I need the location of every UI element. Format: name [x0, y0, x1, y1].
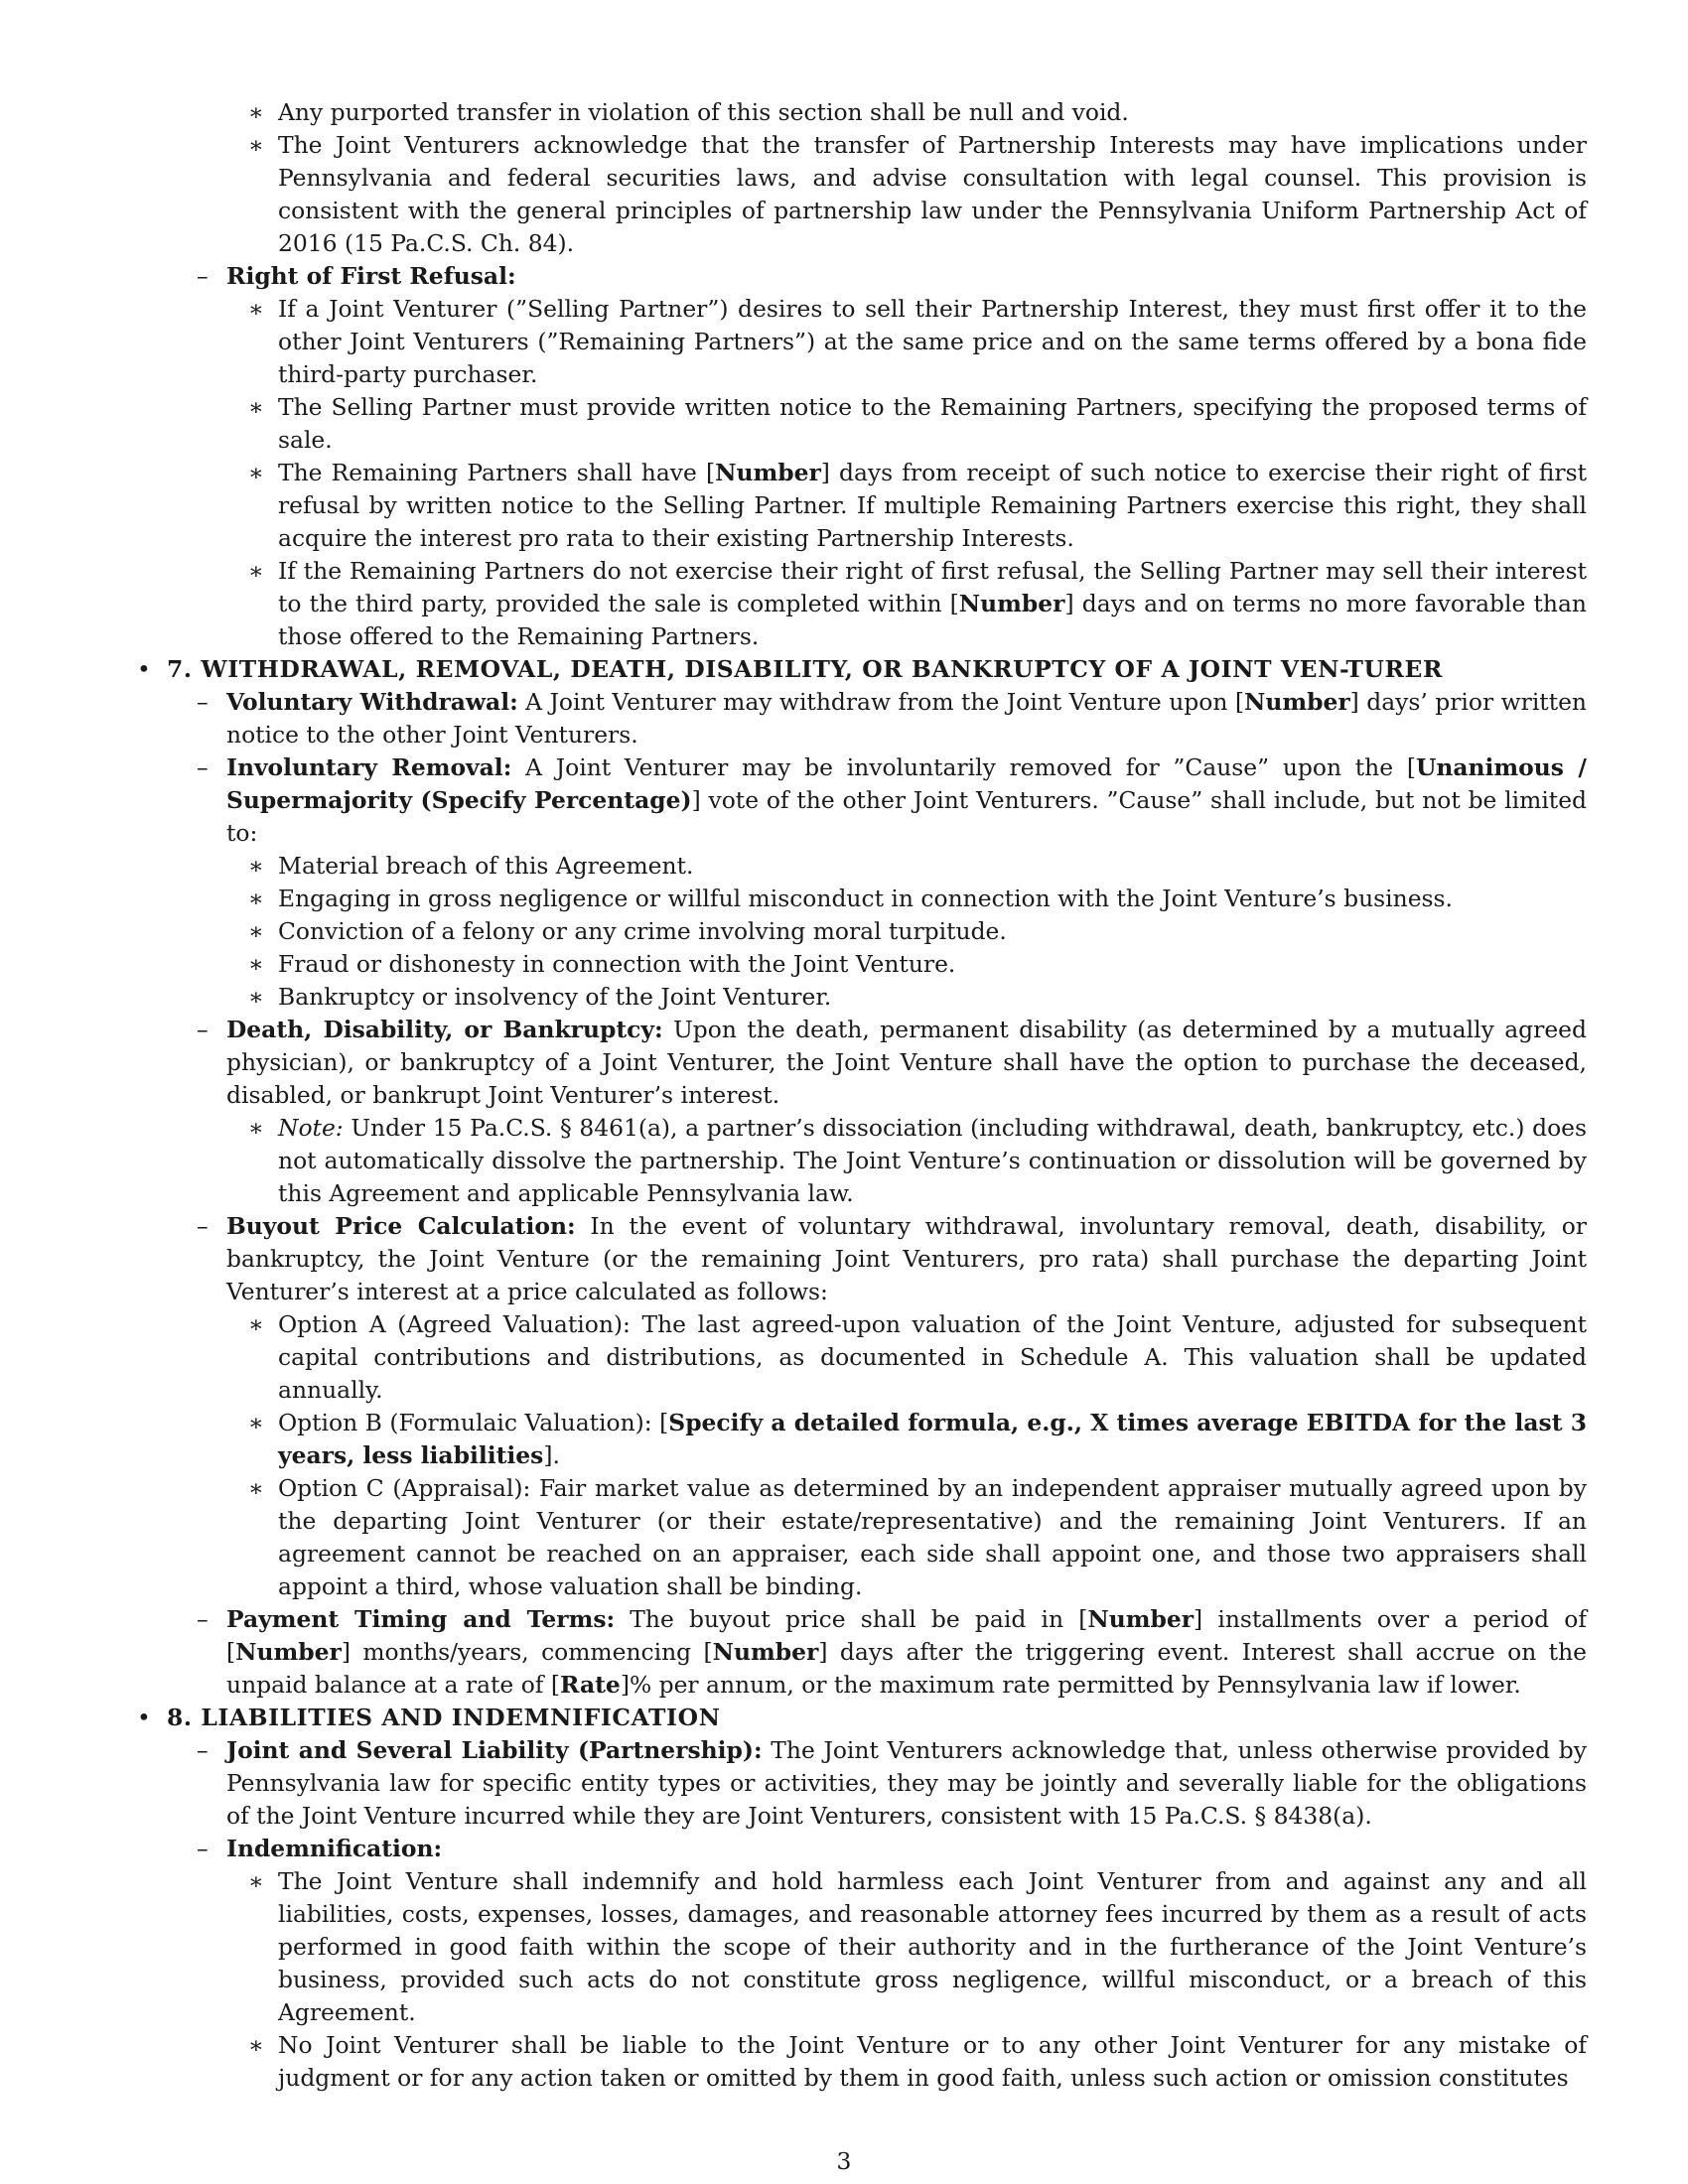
star-bullet-icon: ∗ — [248, 131, 264, 159]
subsection-involuntary-removal: – Involuntary Removal: A Joint Venturer may be involuntarily removed for ”Cause” upon the [Unanimous / Supermajority (Specify Percentage)] vote of the other Joint Venturers. ”Cause” shall include, but not be limited to: — [197, 753, 1588, 847]
subsection-heading: Involuntary Removal: — [226, 753, 512, 781]
list-item: ∗ If the Remaining Partners do not exercise their right of first refusal, the Selling Partner may sell their interest to the third party, provided the sale is completed within [Number] days and on terms no more favorable than those offered to the Remaining Partners. — [248, 557, 1587, 650]
dash-bullet-icon: – — [197, 1605, 209, 1633]
bullet-icon: • — [137, 1704, 152, 1731]
star-bullet-icon: ∗ — [248, 1310, 264, 1338]
star-bullet-icon: ∗ — [248, 885, 264, 912]
dash-bullet-icon: – — [197, 262, 209, 290]
list-item: ∗ Option B (Formulaic Valuation): [Specify a detailed formula, e.g., X times average EBITDA for the last 3 years, less liabilities]. — [248, 1409, 1587, 1469]
subsection-right-of-first-refusal — [131, 260, 1587, 293]
list-item: ∗ Material breach of this Agreement. — [131, 850, 1587, 883]
subsection-heading: Voluntary Withdrawal: — [226, 688, 518, 716]
list-item: ∗ Note: Under 15 Pa.C.S. § 8461(a), a partner’s dissociation (including withdrawal, death, bankruptcy, etc.) does not automatically dissolve the partnership. The Joint Venture’s continuation or dissolution will be governed by this Agreement and applicable Pennsylvania law. — [248, 1114, 1587, 1207]
list-item: ∗ If a Joint Venturer (”Selling Partner”) desires to sell their Partnership Interest, they must first offer it to the other Joint Venturers (”Remaining Partners”) at the same price and on the same terms offered by a bona fide third-party purchaser. — [248, 295, 1587, 388]
list-item: ∗ Engaging in gross negligence or willful misconduct in connection with the Joint Venture’s business. — [131, 883, 1587, 915]
dash-bullet-icon: – — [197, 1736, 209, 1764]
subsection-joint-several-liability: – Joint and Several Liability (Partnership): The Joint Venturers acknowledge that, unless otherwise provided by Pennsylvania law for specific entity types or activities, they may be jointly and severally liable for the obligations of the Joint Venture incurred while they are Joint Venturers, consistent with 15 Pa.C.S. § 8438(a). — [197, 1736, 1587, 1830]
subsection-heading: Indemnification: — [226, 1835, 443, 1862]
placeholder-field: Rate — [560, 1671, 621, 1699]
subsection-indemnification — [131, 1833, 1587, 1865]
placeholder-field: Number — [958, 590, 1065, 617]
star-bullet-icon: ∗ — [248, 983, 264, 1011]
subsection-heading: Joint and Several Liability (Partnership): — [226, 1736, 763, 1764]
placeholder-field: Number — [1087, 1605, 1195, 1633]
subsection-death-disability-bankruptcy: – Death, Disability, or Bankruptcy: Upon the death, permanent disability (as determined by a mutually agreed physician), or bankruptcy of a Joint Venturer, the Joint Venture shall have the option to purchase the deceased, disabled, or bankrupt Joint Venturer’s interest. — [197, 1016, 1587, 1109]
list-item: ∗ No Joint Venturer shall be liable to the Joint Venture or to any other Joint Venturer for any mistake of judgment or for any action taken or omitted by them in good faith, unless such action or omission constitutes — [248, 2031, 1587, 2092]
dash-bullet-icon: – — [197, 1016, 209, 1043]
list-item: ∗ Option C (Appraisal): Fair market value as determined by an independent appraiser mutually agreed upon by the departing Joint Venturer (or their estate/representative) and the remaining Joint Venturers. If an agreement cannot be reached on an appraiser, each side shall appoint one, and those two appraisers shall appoint a third, whose valuation shall be binding. — [248, 1474, 1587, 1600]
section-title: 7. WITHDRAWAL, REMOVAL, DEATH, DISABILITY, OR BANKRUPTCY OF A JOINT VEN-TURER — [167, 655, 1443, 683]
placeholder-field: Number — [715, 459, 821, 486]
star-bullet-icon: ∗ — [248, 393, 264, 421]
page-body — [131, 96, 1587, 2095]
section-7-heading — [131, 653, 1587, 686]
dash-bullet-icon: – — [197, 753, 209, 781]
star-bullet-icon: ∗ — [248, 950, 264, 978]
list-item: ∗ The Selling Partner must provide written notice to the Remaining Partners, specifying the proposed terms of sale. — [248, 393, 1587, 454]
subsection-heading: Right of First Refusal: — [226, 262, 516, 290]
star-bullet-icon: ∗ — [248, 1409, 264, 1436]
star-bullet-icon: ∗ — [248, 852, 264, 880]
star-bullet-icon: ∗ — [248, 917, 264, 945]
list-item: ∗ The Remaining Partners shall have [Number] days from receipt of such notice to exercise their right of first refusal by written notice to the Selling Partner. If multiple Remaining Partners exercise this right, they shall acquire the interest pro rata to their existing Partnership Interests. — [248, 459, 1587, 552]
star-bullet-icon: ∗ — [248, 98, 264, 126]
placeholder-field: Specify a detailed formula, e.g., X times average EBITDA for the last 3 years, less liabilities — [278, 1409, 1587, 1469]
list-item: ∗ The Joint Venturers acknowledge that the transfer of Partnership Interests may have implications under Pennsylvania and federal securities laws, and advise consultation with legal counsel. This provision is consistent with the general principles of partnership law under the Pennsylvania Uniform Partnership Act of 2016 (15 Pa.C.S. Ch. 84). — [248, 131, 1587, 257]
dash-bullet-icon: – — [197, 1835, 209, 1862]
star-bullet-icon: ∗ — [248, 557, 264, 585]
list-item: ∗ Any purported transfer in violation of this section shall be null and void. — [131, 96, 1587, 129]
subsection-voluntary-withdrawal: – Voluntary Withdrawal: A Joint Venturer may withdraw from the Joint Venture upon [Number] days’ prior written notice to the other Joint Venturers. — [197, 688, 1588, 749]
list-item: ∗ Fraud or dishonesty in connection with the Joint Venture. — [131, 948, 1587, 981]
subsection-buyout-price: – Buyout Price Calculation: In the event of voluntary withdrawal, involuntary removal, death, disability, or bankruptcy, the Joint Venture (or the remaining Joint Venturers, pro rata) shall purchase the departing Joint Venturer’s interest at a price calculated as follows: — [197, 1212, 1587, 1305]
list-item: ∗ Option A (Agreed Valuation): The last agreed-upon valuation of the Joint Venture, adjusted for subsequent capital contributions and distributions, as documented in Schedule A. This valuation shall be updated annually. — [248, 1310, 1587, 1404]
star-bullet-icon: ∗ — [248, 1867, 264, 1895]
placeholder-field: Unanimous / Supermajority (Specify Percentage) — [226, 753, 1587, 814]
section-title: 8. LIABILITIES AND INDEMNIFICATION — [167, 1704, 721, 1731]
placeholder-field: Number — [1243, 688, 1350, 716]
star-bullet-icon: ∗ — [248, 1114, 264, 1142]
star-bullet-icon: ∗ — [248, 1474, 264, 1502]
star-bullet-icon: ∗ — [248, 295, 264, 323]
subsection-heading: Buyout Price Calculation: — [226, 1212, 576, 1240]
dash-bullet-icon: – — [197, 688, 209, 716]
note-label: Note: — [278, 1114, 344, 1142]
list-item: ∗ Conviction of a felony or any crime involving moral turpitude. — [131, 915, 1587, 948]
subsection-payment-timing: – Payment Timing and Terms: The buyout price shall be paid in [Number] installments over a period of [Number] months/years, commencing [Number] days after the triggering event. Interest shall accrue on the unpaid balance at a rate of [Rate]% per annum, or the maximum rate permitted by Pennsylvania law if lower. — [197, 1605, 1587, 1699]
section-8-heading — [131, 1702, 1587, 1734]
dash-bullet-icon: – — [197, 1212, 209, 1240]
placeholder-field: Number — [712, 1638, 819, 1666]
placeholder-field: Number — [235, 1638, 342, 1666]
list-item: ∗ The Joint Venture shall indemnify and hold harmless each Joint Venturer from and against any and all liabilities, costs, expenses, losses, damages, and reasonable attorney fees incurred by them as a result of acts performed in good faith within the scope of their authority and in the furtherance of the Joint Venture’s business, provided such acts do not constitute gross negligence, willful misconduct, or a breach of this Agreement. — [248, 1867, 1587, 2026]
list-item: ∗ Bankruptcy or insolvency of the Joint Venturer. — [131, 981, 1587, 1014]
bullet-icon: • — [137, 655, 152, 683]
star-bullet-icon: ∗ — [248, 2031, 264, 2059]
page-number: 3 — [836, 2147, 852, 2175]
star-bullet-icon: ∗ — [248, 459, 264, 486]
subsection-heading: Death, Disability, or Bankruptcy: — [226, 1016, 663, 1043]
subsection-heading: Payment Timing and Terms: — [226, 1605, 616, 1633]
